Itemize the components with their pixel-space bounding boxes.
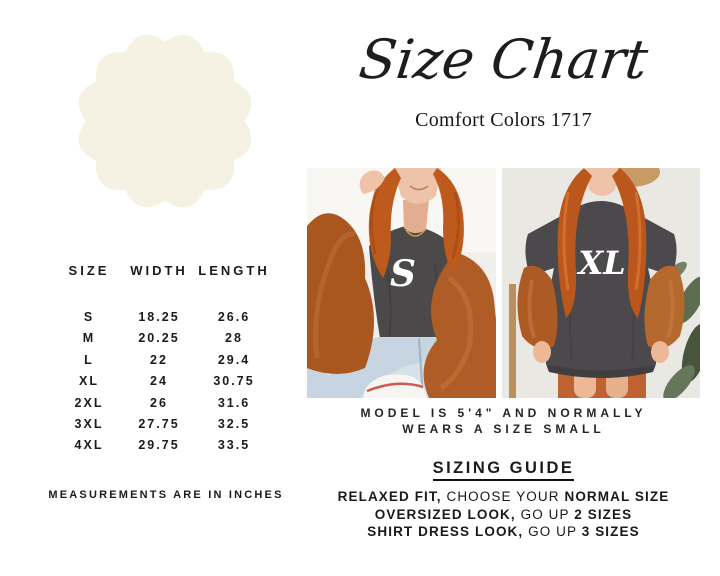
sizing-guide-line: [307, 523, 700, 541]
cell-length: 28: [225, 331, 243, 346]
table-row: [56, 371, 272, 392]
fit-name: OVERSIZED LOOK,: [374, 506, 516, 522]
wood-pole: [509, 284, 516, 398]
sizing-guide-heading: SIZING GUIDE: [433, 459, 575, 481]
cell-width: 18.25: [138, 310, 180, 324]
cell-width: 29.75: [138, 438, 180, 453]
cell-length: 30.75: [213, 374, 255, 389]
photo-model-size-s: [307, 168, 496, 398]
sizing-guide: [307, 459, 700, 541]
table-row: [56, 393, 272, 414]
cell-size: L: [84, 352, 94, 367]
table-row: [56, 435, 272, 456]
cell-size: S: [83, 310, 95, 324]
cell-size: 2XL: [74, 395, 104, 410]
cell-width: 26: [150, 395, 168, 410]
sizing-guide-line: [307, 488, 700, 506]
fit-size: 3 SIZES: [581, 524, 640, 539]
fit-advice: GO UP: [520, 506, 570, 522]
cell-length: 32.5: [217, 417, 251, 432]
table-row: [56, 414, 272, 435]
cell-width: 24: [150, 374, 168, 389]
cell-width: 27.75: [138, 417, 180, 432]
cell-width: 22: [150, 352, 168, 367]
fit-size: NORMAL SIZE: [564, 489, 670, 504]
col-header-size: SIZE: [68, 263, 110, 278]
col-header-width: WIDTH: [130, 263, 188, 278]
cell-length: 31.6: [217, 395, 251, 410]
scallop-flower-shape: [64, 20, 266, 222]
cell-length: 29.4: [217, 352, 251, 367]
cell-length: 33.5: [217, 438, 251, 453]
size-table-header: [56, 263, 272, 278]
fit-advice: GO UP: [528, 524, 577, 539]
cell-size: XL: [79, 374, 99, 389]
col-header-length: LENGTH: [198, 263, 270, 278]
model-note-line1: MODEL IS 5'4" AND NORMALLY: [360, 406, 647, 420]
table-row: [56, 350, 272, 371]
page-title: Size Chart: [355, 28, 652, 91]
sizing-guide-line: [307, 506, 700, 524]
measurements-note: MEASUREMENTS ARE IN INCHES: [48, 489, 284, 501]
fit-name: RELAXED FIT,: [337, 489, 442, 504]
model-note-line2: WEARS A SIZE SMALL: [402, 422, 605, 436]
cell-width: 20.25: [138, 331, 180, 346]
shirt-size-letter-xl: XL: [578, 244, 626, 282]
hand: [651, 341, 669, 363]
page-subtitle: Comfort Colors 1717: [415, 109, 592, 131]
cell-size: M: [82, 331, 96, 346]
table-row: [56, 307, 272, 328]
fit-size: 2 SIZES: [574, 506, 633, 522]
cell-length: 26.6: [217, 310, 251, 324]
shirt-size-letter-s: S: [390, 253, 416, 295]
fit-advice: CHOOSE YOUR: [446, 489, 560, 504]
table-row: [56, 328, 272, 349]
photo-model-size-xl: [502, 168, 700, 398]
fit-name: SHIRT DRESS LOOK,: [367, 524, 524, 539]
hand: [533, 341, 551, 363]
model-note: [307, 405, 700, 437]
cell-size: 3XL: [74, 417, 104, 432]
cell-size: 4XL: [74, 438, 104, 453]
size-table: [56, 263, 272, 457]
